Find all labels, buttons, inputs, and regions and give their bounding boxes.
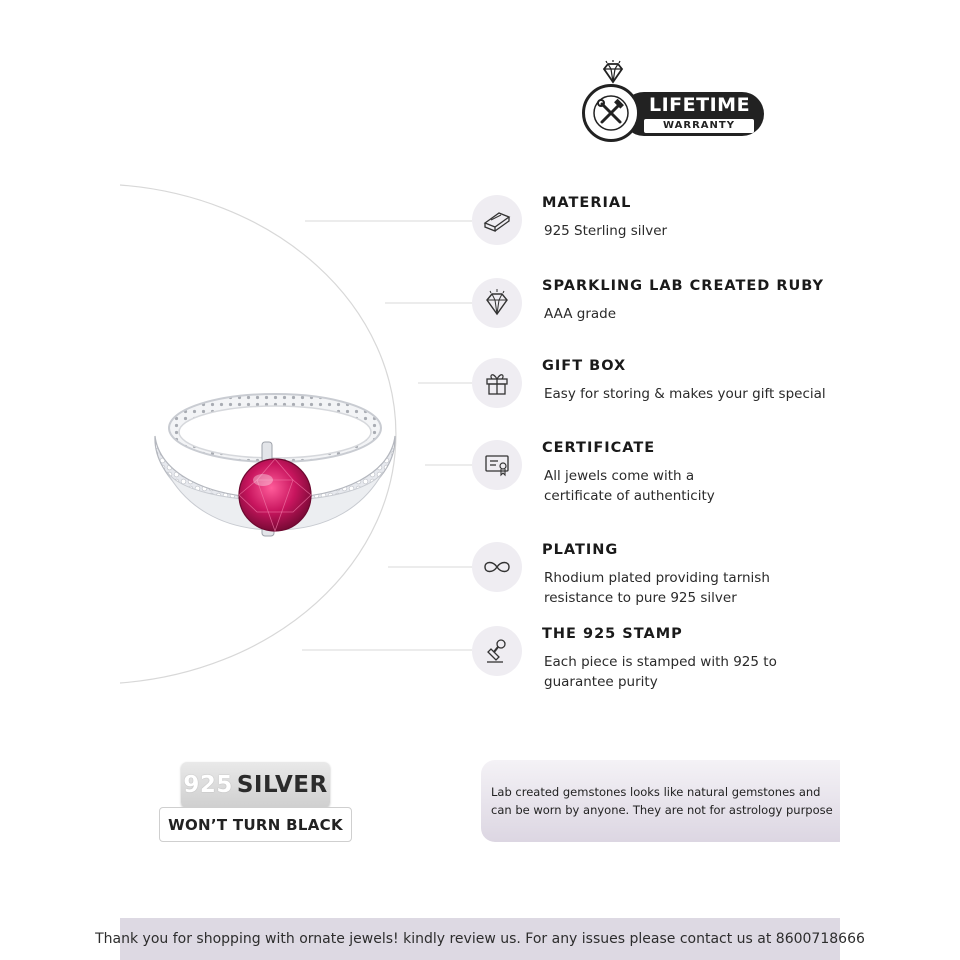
gift-box-icon: [483, 369, 511, 397]
warranty-label: [622, 92, 764, 136]
diamond-icon: [600, 60, 626, 86]
feature-title: SPARKLING LAB CREATED RUBY: [542, 278, 825, 294]
feature-icon-wrap: [472, 358, 522, 408]
feature-title: CERTIFICATE: [542, 440, 656, 456]
stamp-icon: [483, 637, 511, 665]
feature-desc: [544, 653, 844, 692]
note-line: Lab created gemstones looks like natural gemstones and: [491, 785, 821, 799]
wont-turn-black-label: WON’T TURN BLACK: [159, 807, 352, 842]
feature-desc-line: All jewels come with a: [544, 468, 695, 484]
infinity-icon: [481, 557, 513, 577]
feature-desc: AAA grade: [544, 306, 617, 322]
feature-desc-line: guarantee purity: [544, 673, 658, 690]
feature-desc-line: resistance to pure 925 silver: [544, 589, 737, 606]
feature-icon-wrap: [472, 195, 522, 245]
note-line: can be worn by anyone. They are not for astrology purpose: [491, 803, 833, 817]
feature-title: PLATING: [542, 542, 619, 558]
tools-icon: [591, 93, 631, 133]
feature-desc: 925 Sterling silver: [544, 223, 668, 239]
note-text: [491, 783, 836, 819]
feature-desc: [544, 467, 844, 506]
feature-title: GIFT BOX: [542, 358, 627, 374]
lifetime-warranty-badge: [582, 60, 768, 150]
feature-icon-wrap: [472, 626, 522, 676]
feature-title: MATERIAL: [542, 195, 632, 211]
diamond-icon: [483, 289, 511, 317]
feature-desc-line: Each piece is stamped with 925 to: [544, 654, 777, 670]
tools-seal: [582, 84, 640, 142]
feature-desc: [544, 569, 844, 608]
feature-icon-wrap: [472, 542, 522, 592]
certificate-icon: [483, 452, 511, 478]
feature-icon-wrap: [472, 278, 522, 328]
feature-icon-wrap: [472, 440, 522, 490]
feature-desc-line: Rhodium plated providing tarnish: [544, 570, 770, 586]
silver-bar-icon: [482, 208, 512, 232]
silver-badge: [181, 762, 330, 808]
warranty-line2: WARRANTY: [644, 119, 754, 133]
ruby-ring-image: [145, 380, 405, 550]
feature-title: THE 925 STAMP: [542, 626, 683, 642]
warranty-line1: LIFETIME: [649, 94, 751, 116]
footer-thank-you: Thank you for shopping with ornate jewels! kindly review us. For any issues please contact us at 8600718666: [120, 918, 840, 960]
feature-desc: Easy for storing & makes your gift special: [544, 386, 826, 402]
silver-word: SILVER: [236, 772, 328, 798]
lab-created-note: [481, 760, 840, 842]
silver-number: 925: [183, 772, 233, 798]
feature-desc-line: certificate of authenticity: [544, 487, 715, 504]
